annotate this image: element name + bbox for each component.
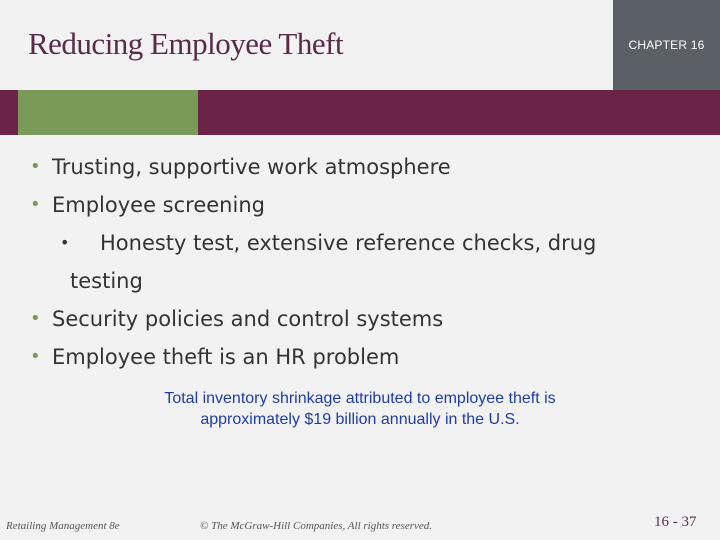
note-line-2: approximately $19 billion annually in the U.S. [200, 411, 520, 428]
accent-band-edge [0, 90, 18, 135]
sub-bullet-glyph: • [60, 233, 70, 252]
shrinkage-note [100, 388, 620, 430]
accent-band-green [0, 90, 198, 135]
bullet-item [30, 300, 670, 338]
footer-copyright: © The McGraw-Hill Companies, All rights reserved. [200, 520, 433, 532]
bullet-text: Employee theft is an HR problem [52, 345, 400, 369]
chapter-label: CHAPTER 16 [613, 0, 720, 90]
bullet-glyph: • [30, 346, 41, 367]
bullet-item [30, 186, 670, 224]
bullet-glyph: • [30, 194, 41, 215]
page-number: 16 - 37 [654, 514, 697, 530]
bullet-glyph: • [30, 308, 41, 329]
bullet-text: Trusting, supportive work atmosphere [52, 155, 451, 179]
sub-bullet-item [30, 224, 670, 262]
slide-title: Reducing Employee Theft [28, 26, 344, 61]
accent-band-purple [198, 90, 720, 135]
bullet-text: Security policies and control systems [52, 307, 444, 331]
bullet-list [30, 148, 670, 376]
bullet-text: Employee screening [52, 193, 265, 217]
bullet-glyph: • [30, 156, 41, 177]
sub-bullet-text-cont: testing [70, 269, 143, 293]
bullet-item [30, 148, 670, 186]
note-line-1: Total inventory shrinkage attributed to employee theft is [164, 390, 556, 407]
footer-book-title: Retailing Management 8e [6, 520, 120, 532]
bullet-item [30, 338, 670, 376]
sub-bullet-text: Honesty test, extensive reference checks, drug [100, 231, 597, 255]
sub-bullet-continuation [30, 262, 670, 300]
